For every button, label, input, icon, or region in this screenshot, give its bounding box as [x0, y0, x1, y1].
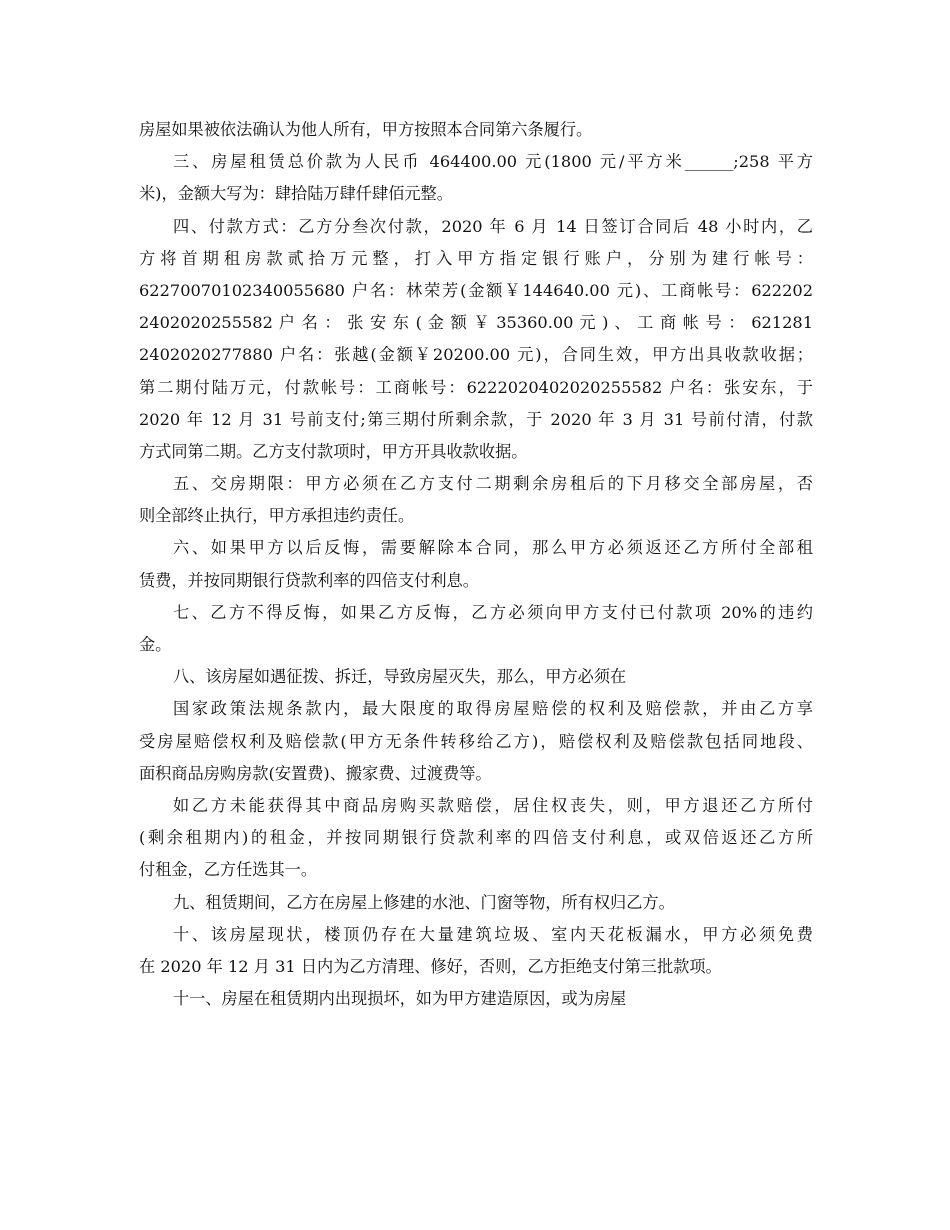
clause-4-line: 四、付款方式：乙方分叁次付款，2020 年 6 月 14 日签订合同后 48 小时内，乙	[173, 216, 813, 236]
clause-7-line: 七、乙方不得反悔，如果乙方反悔，乙方必须向甲方支付已付款项 20%的违约	[173, 602, 813, 622]
text-line: 付租金，乙方任选其一。	[139, 860, 318, 880]
contract-text	[139, 114, 813, 1015]
text-line: 方将首期租房款贰拾万元整，打入甲方指定银行账户，分别为建行帐号：	[139, 248, 813, 268]
text-line: 2020 年 12 月 31 号前支付;第三期付所剩余款，于 2020 年 3 月 31 号前付清，付款	[139, 409, 813, 429]
text-line: 第二期付陆万元，付款帐号：工商帐号：6222020402020255582 户名：张安东，于	[139, 377, 813, 397]
text-line: 房屋如果被依法确认为他人所有，甲方按照本合同第六条履行。	[139, 120, 593, 139]
text-line: 在 2020 年 12 月 31 日内为乙方清理、修好，否则，乙方拒绝支付第三批款项。	[139, 956, 722, 976]
text-line: 米)，金额大写为：肆拾陆万肆仟肆佰元整。	[139, 184, 453, 204]
clause-11-line: 十一、房屋在租赁期内出现损坏，如为甲方建造原因，或为房屋	[173, 989, 627, 1009]
text-line: 方式同第二期。乙方支付款项时，甲方开具收款收据。	[139, 441, 528, 461]
text-line: 国家政策法规条款内，最大限度的取得房屋赔偿的权利及赔偿款，并由乙方享	[173, 699, 813, 719]
text-line: 如乙方未能获得其中商品房购买款赔偿，居住权丧失，则，甲方退还乙方所付	[173, 795, 813, 815]
clause-9-line: 九、租赁期间，乙方在房屋上修建的水池、门窗等物，所有权归乙方。	[173, 892, 675, 912]
clause-8-line: 八、该房屋如遇征拨、拆迁，导致房屋灭失，那么，甲方必须在	[173, 667, 627, 687]
text-line: 受房屋赔偿权利及赔偿款(甲方无条件转移给乙方)，赔偿权利及赔偿款包括同地段、	[139, 731, 813, 751]
text-line: 2402020255582 户 名 ： 张 安 东 ( 金 额 ￥ 35360.00 元 ) 、 工 商 帐 号 ： 621281	[139, 313, 813, 333]
text-line: 金。	[139, 635, 172, 654]
text-line: 2402020277880 户名：张越(金额￥20200.00 元)，合同生效，甲方出具收款收据；	[139, 345, 813, 365]
clause-5-line: 五、交房期限：甲方必须在乙方支付二期剩余房租后的下月移交全部房屋，否	[173, 474, 813, 494]
text-line: 面积商品房购房款(安置费)、搬家费、过渡费等。	[139, 763, 492, 783]
clause-10-line: 十、该房屋现状，楼顶仍存在大量建筑垃圾、室内天花板漏水，甲方必须免费	[173, 924, 813, 944]
text-line: 则全部终止执行，甲方承担违约责任。	[139, 506, 415, 526]
text-line: (剩余租期内)的租金，并按同期银行贷款利率的四倍支付利息，或双倍返还乙方所	[139, 828, 813, 848]
text-line: 62270070102340055680 户名：林荣芳(金额￥144640.00 元)、工商帐号：622202	[139, 280, 813, 300]
clause-3-line: 三、房屋租赁总价款为人民币 464400.00 元(1800 元/平方米______;258 平方	[173, 152, 813, 172]
text-line: 赁费，并按同期银行贷款利率的四倍支付利息。	[139, 570, 479, 590]
clause-6-line: 六、如果甲方以后反悔，需要解除本合同，那么甲方必须返还乙方所付全部租	[173, 538, 813, 558]
